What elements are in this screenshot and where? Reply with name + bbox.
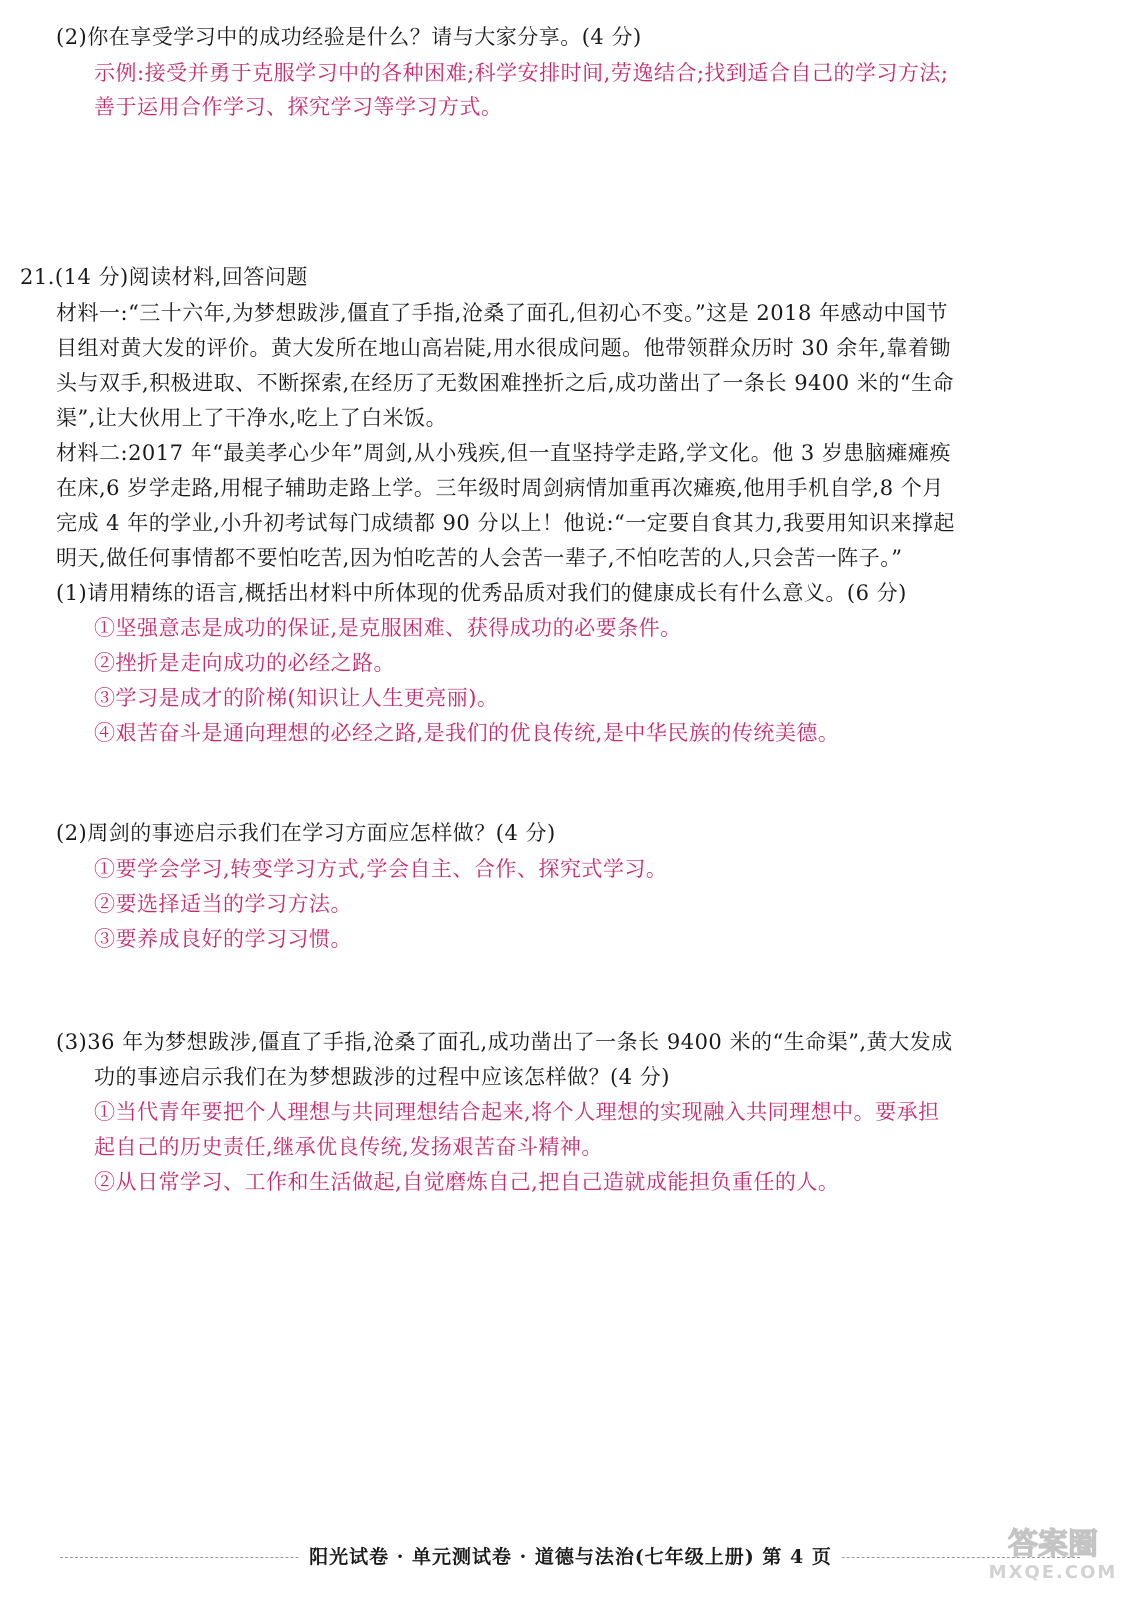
q21-1-answer-1: ①坚强意志是成功的保证,是克服困难、获得成功的必要条件。 <box>94 616 682 640</box>
watermark-logo <box>983 1522 1123 1584</box>
q21-1-question: (1)请用精练的语言,概括出材料中所体现的优秀品质对我们的健康成长有什么意义。(6 分) <box>56 581 907 605</box>
q21-1-answer-3: ③学习是成才的阶梯(知识让人生更亮丽)。 <box>94 686 499 710</box>
q21-1-answer-4: ④艰苦奋斗是通向理想的必经之路,是我们的优良传统,是中华民族的传统美德。 <box>94 721 840 745</box>
material2-line-3: 完成 4 年的学业,小升初考试每门成绩都 90 分以上！他说:“一定要自食其力,我要用知识来撑起 <box>56 511 955 535</box>
q20-2-answer-line-1: 示例:接受并勇于克服学习中的各种困难;科学安排时间,劳逸结合;找到适合自己的学习方法; <box>94 61 949 85</box>
q21-3-answer-2: ②从日常学习、工作和生活做起,自觉磨炼自己,把自己造就成能担负重任的人。 <box>94 1170 840 1194</box>
material1-line-3: 头与双手,积极进取、不断探索,在经历了无数困难挫折之后,成功凿出了一条长 9400 米的“生命 <box>56 371 955 395</box>
q21-2-answer-1: ①要学会学习,转变学习方式,学会自主、合作、探究式学习。 <box>94 857 668 881</box>
page-footer <box>0 1543 1141 1571</box>
q21-header: 21.(14 分)阅读材料,回答问题 <box>20 265 308 289</box>
material2-line-2: 在床,6 岁学走路,用棍子辅助走路上学。三年级时周剑病情加重再次瘫痪,他用手机自学,8 个月 <box>56 476 944 500</box>
footer-label: 阳光试卷 · 单元测试卷 · 道德与法治(七年级上册) 第 4 页 <box>299 1546 842 1568</box>
watermark-url: MXQE.COM <box>988 1562 1118 1583</box>
q21-3-question-line-1: (3)36 年为梦想跋涉,僵直了手指,沧桑了面孔,成功凿出了一条长 9400 米的“生命渠”,黄大发成 <box>56 1030 953 1054</box>
material2-line-1: 材料二:2017 年“最美孝心少年”周剑,从小残疾,但一直坚持学走路,学文化。他 3 岁患脑瘫瘫痪 <box>56 441 951 465</box>
material1-line-4: 渠”,让大伙用上了干净水,吃上了白米饭。 <box>56 406 448 430</box>
material1-line-2: 目组对黄大发的评价。黄大发所在地山高岩陡,用水很成问题。他带领群众历时 30 余年,靠着锄 <box>56 336 951 360</box>
q21-3-question-line-2: 功的事迹启示我们在为梦想跋涉的过程中应该怎样做？(4 分) <box>94 1065 670 1089</box>
material1-line-1: 材料一:“三十六年,为梦想跋涉,僵直了手指,沧桑了面孔,但初心不变。”这是 2018 年感动中国节 <box>56 301 949 325</box>
q21-2-question: (2)周剑的事迹启示我们在学习方面应怎样做？(4 分) <box>56 821 556 845</box>
q21-3-answer-1-cont: 起自己的历史责任,继承优良传统,发扬艰苦奋斗精神。 <box>94 1135 603 1159</box>
q21-3-answer-1: ①当代青年要把个人理想与共同理想结合起来,将个人理想的实现融入共同理想中。要承担 <box>94 1100 940 1124</box>
watermark-chars: 答案圈 <box>1008 1527 1098 1562</box>
q21-1-answer-2: ②挫折是走向成功的必经之路。 <box>94 651 395 675</box>
q20-2-question: (2)你在享受学习中的成功经验是什么？请与大家分享。(4 分) <box>56 25 642 49</box>
material2-line-4: 明天,做任何事情都不要怕吃苦,因为怕吃苦的人会苦一辈子,不怕吃苦的人,只会苦一阵子。” <box>56 546 903 570</box>
q21-2-answer-3: ③要养成良好的学习习惯。 <box>94 927 352 951</box>
q21-2-answer-2: ②要选择适当的学习方法。 <box>94 892 352 916</box>
q20-2-answer-line-2: 善于运用合作学习、探究学习等学习方式。 <box>94 95 503 119</box>
